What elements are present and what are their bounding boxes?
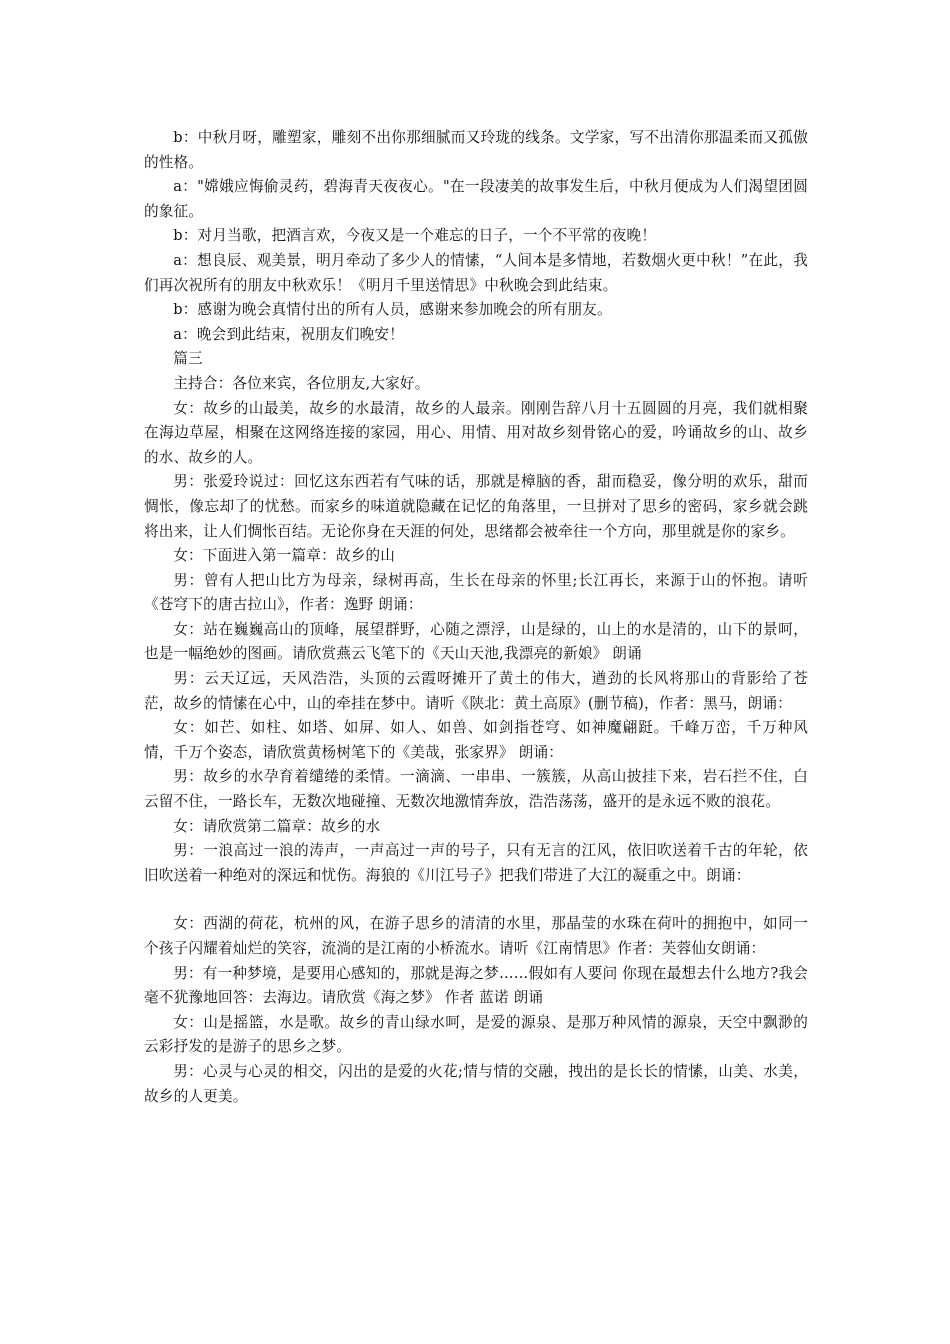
paragraph-17: 女：请欣赏第二篇章：故乡的水 bbox=[173, 817, 381, 835]
paragraph-10: 男：张爱玲说过：回忆这东西若有气味的话，那就是樟脑的香，甜而稳妥，像分明的欢乐，甜而惆怅，像忘却了的忧愁。而家乡的味道就隐藏在记忆的角落里，一旦拼对了思乡的密码，家乡就会跳将出来，让人们惆怅百结。无论你身在天涯的何处，思绪都会被牵往一个方向，那里就是你的家乡。 bbox=[144, 473, 808, 540]
paragraph-16: 男：故乡的水孕育着缱绻的柔情。一滴滴、一串串、一簇簇，从高山披挂下来，岩石拦不住，白云留不住，一路长车，无数次地碰撞、无数次地激情奔放，浩浩荡荡，盛开的是永远不败的浪花。 bbox=[144, 768, 808, 811]
paragraph-15: 女：如芒、如柱、如塔、如屏、如人、如兽、如剑指苍穹、如神魔翩跹。千峰万峦，千万种风情，千万个姿态，请欣赏黄杨树笔下的《美哉，张家界》 朗诵： bbox=[144, 719, 808, 761]
paragraph-8: 主持合：各位来宾，各位朋友,大家好。 bbox=[173, 374, 430, 392]
paragraph-1: b：中秋月呀，雕塑家，雕刻不出你那细腻而又玲珑的线条。文学家，写不出清你那温柔而又孤傲的性格。 bbox=[144, 129, 808, 171]
paragraph-6: a：晚会到此结束，祝朋友们晚安！ bbox=[173, 325, 404, 343]
paragraph-11: 女：下面进入第一篇章：故乡的山 bbox=[173, 547, 396, 565]
paragraph-19: 女：西湖的荷花，杭州的风，在游子思乡的清清的水里，那晶莹的水珠在荷叶的拥抱中，如同一个孩子闪耀着灿烂的笑容，流淌的是江南的小桥流水。请听《江南情思》作者：芙蓉仙女朗诵： bbox=[144, 915, 808, 957]
section-heading: 篇三 bbox=[173, 350, 203, 368]
paragraph-4: a：想良辰、观美景，明月牵动了多少人的情愫，“人间本是多情地，若数烟火更中秋！”在此，我们再次祝所有的朋友中秋欢乐！《明月千里送情思》中秋晚会到此结束。 bbox=[144, 251, 808, 294]
paragraph-18: 男：一浪高过一浪的涛声，一声高过一声的号子，只有无言的江风，依旧吹送着千古的年轮，依旧吹送着一种绝对的深远和忧伤。海狼的《川江号子》把我们带进了大江的凝重之中。朗诵： bbox=[144, 842, 808, 884]
paragraph-22: 男：心灵与心灵的相交，闪出的是爱的火花;情与情的交融，拽出的是长长的情愫，山美、水美，故乡的人更美。 bbox=[144, 1062, 808, 1105]
paragraph-21: 女：山是摇篮，水是歌。故乡的青山绿水呵，是爱的源泉、是那万种风情的源泉，天空中飘渺的云彩抒发的是游子的思乡之梦。 bbox=[144, 1013, 808, 1056]
paragraph-14: 男：云天辽远，天风浩浩，头顶的云霞呀摊开了黄土的伟大，遒劲的长风将那山的背影给了苍茫，故乡的情愫在心中，山的牵挂在梦中。请听《陕北：黄土高原》(删节稿)，作者：黑马，朗诵： bbox=[144, 670, 808, 712]
paragraph-13: 女：站在巍巍高山的顶峰，展望群野，心随之漂浮，山是绿的，山上的水是清的，山下的景呵，也是一幅绝妙的图画。请欣赏燕云飞笔下的《天山天池,我漂亮的新娘》 朗诵 bbox=[144, 620, 808, 663]
document-page bbox=[144, 126, 808, 1109]
paragraph-12: 男：曾有人把山比方为母亲，绿树再高，生长在母亲的怀里;长江再长，来源于山的怀抱。请听《苍穹下的唐古拉山》，作者：逸野 朗诵： bbox=[144, 571, 808, 614]
paragraph-3: b：对月当歌，把酒言欢，今夜又是一个难忘的日子，一个不平常的夜晚！ bbox=[173, 227, 657, 245]
paragraph-20: 男：有一种梦境，是要用心感知的，那就是海之梦……假如有人要问 你现在最想去什么地方?我会毫不犹豫地回答：去海边。请欣赏《海之梦》 作者 蓝诺 朗诵 bbox=[144, 964, 808, 1007]
paragraph-9: 女：故乡的山最美，故乡的水最清，故乡的人最亲。刚刚告辞八月十五圆圆的月亮，我们就相聚在海边草屋，相聚在这网络连接的家园，用心、用情、用对故乡刻骨铭心的爱，吟诵故乡的山、故乡的水、故乡的人。 bbox=[144, 399, 808, 466]
paragraph-5: b：感谢为晚会真情付出的所有人员，感谢来参加晚会的所有朋友。 bbox=[173, 301, 612, 319]
blank-line bbox=[144, 888, 808, 912]
paragraph-2: a："嫦娥应悔偷灵药，碧海青天夜夜心。"在一段凄美的故事发生后，中秋月便成为人们渴望团圆的象征。 bbox=[144, 178, 808, 220]
